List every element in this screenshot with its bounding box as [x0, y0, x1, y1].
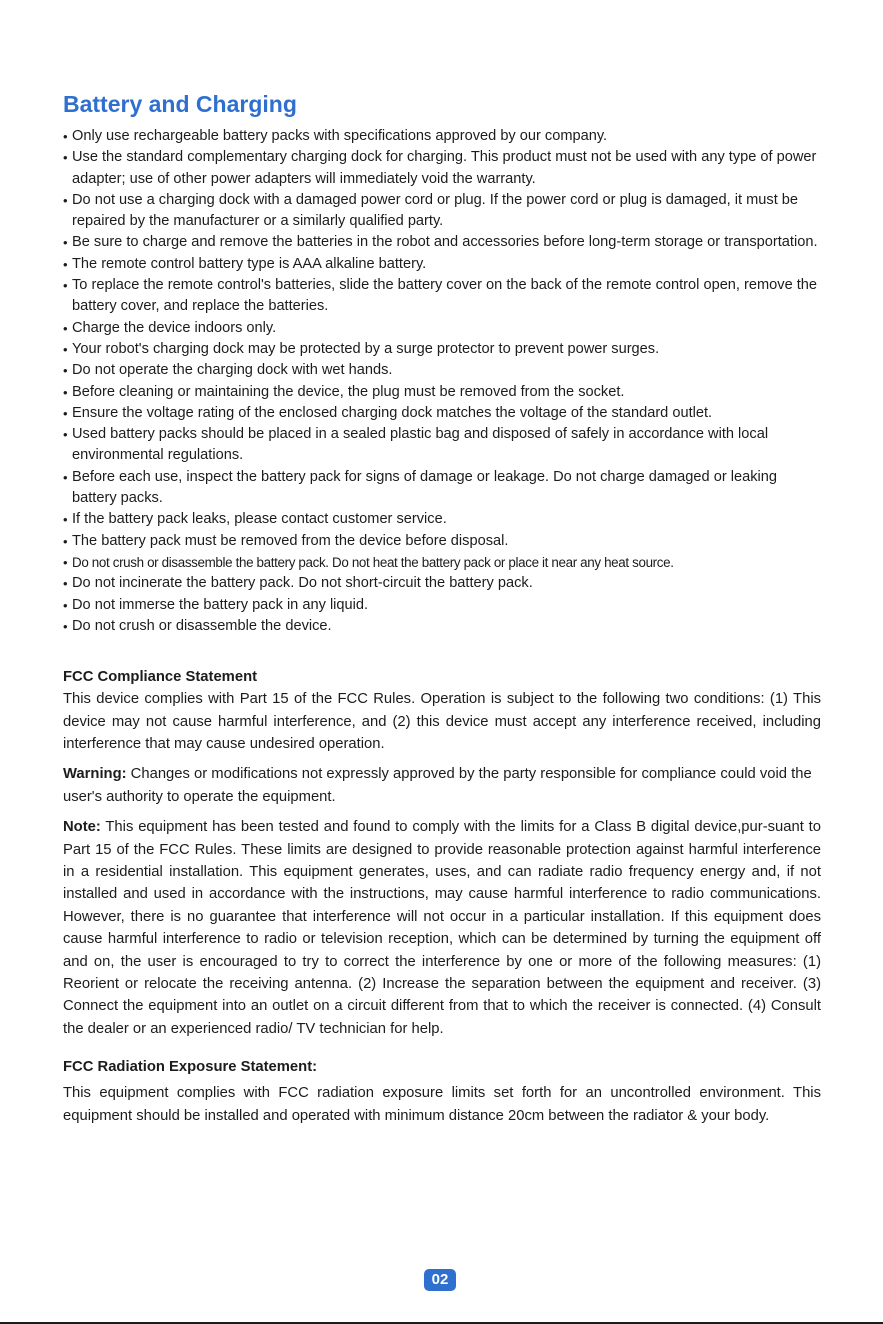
note-paragraph	[63, 816, 821, 1040]
bullet-item: • Used battery packs should be placed in a sealed plastic bag and disposed of safely in accordance with local environmental regulations.	[63, 424, 821, 467]
radiation-section	[63, 1056, 821, 1127]
radiation-body: This equipment complies with FCC radiation exposure limits set forth for an uncontrolled environment. This equipment should be installed and operated with minimum distance 20cm between the radiator & your body.	[63, 1085, 821, 1124]
bullet-item: • Do not use a charging dock with a damaged power cord or plug. If the power cord or plug is damaged, it must be repaired by the manufacturer or a similarly qualified party.	[63, 190, 821, 233]
battery-section-title: Battery and Charging	[63, 91, 297, 117]
bullet-item: • Do not operate the charging dock with wet hands.	[63, 360, 821, 381]
bullet-item: • Do not crush or disassemble the battery pack. Do not heat the battery pack or place it near any heat source.	[63, 552, 821, 573]
page-number-badge: 02	[424, 1269, 456, 1291]
bullet-item: • Be sure to charge and remove the batteries in the robot and accessories before long-term storage or transportation.	[63, 232, 821, 253]
fcc-compliance-body: This device complies with Part 15 of the FCC Rules. Operation is subject to the following two conditions: (1) This device may not cause harmful interference, and (2) this device must accept any interference received, including interference that may cause undesired operation.	[63, 691, 821, 752]
document-page	[63, 88, 821, 1127]
bullet-item: • Your robot's charging dock may be protected by a surge protector to prevent power surges.	[63, 339, 821, 360]
bullet-item: • Ensure the voltage rating of the enclosed charging dock matches the voltage of the standard outlet.	[63, 403, 821, 424]
bullet-item: • Do not crush or disassemble the device.	[63, 616, 821, 637]
bullet-item: • To replace the remote control's batteries, slide the battery cover on the back of the remote control open, remove the battery cover, and replace the batteries.	[63, 275, 821, 318]
fcc-compliance-section	[63, 666, 821, 755]
radiation-heading: FCC Radiation Exposure Statement:	[63, 1059, 318, 1076]
bullet-item: • If the battery pack leaks, please contact customer service.	[63, 509, 821, 530]
bullet-item: • Do not immerse the battery pack in any liquid.	[63, 595, 821, 616]
note-text: This equipment has been tested and found to comply with the limits for a Class B digital device,pur-suant to Part 15 of the FCC Rules. These limits are designed to provide reasonable protection against harmful interference in a residential installation. This equipment generates, uses, and can radiate radio frequency energy and, if not installed and used in accordance with the instructions, may cause harmful interference to radio communications. However, there is no guarantee that interference will not occur in a particular installation. If this equipment does cause harmful interference to radio or television reception, which can be determined by turning the equipment off and on, the user is encouraged to try to correct the interference by one or more of the following measures: (1) Reorient or relocate the receiving antenna. (2) Increase the separation between the equipment and receiver. (3) Connect the equipment into an outlet on a circuit different from that to which the receiver is connected. (4) Consult the dealer or an experienced radio/ TV technician for help.	[63, 819, 821, 1037]
bullet-item: • Before each use, inspect the battery pack for signs of damage or leakage. Do not charge damaged or leaking battery packs.	[63, 467, 821, 510]
bullet-item: • Charge the device indoors only.	[63, 318, 821, 339]
bullet-item: • The battery pack must be removed from the device before disposal.	[63, 531, 821, 552]
note-label: Note:	[63, 819, 101, 836]
warning-paragraph	[63, 763, 821, 808]
bullet-item: • The remote control battery type is AAA alkaline battery.	[63, 254, 821, 275]
bullet-item: • Use the standard complementary charging dock for charging. This product must not be used with any type of power adapter; use of other power adapters will immediately void the warranty.	[63, 147, 821, 190]
warning-label: Warning:	[63, 766, 127, 783]
bullet-item: • Before cleaning or maintaining the device, the plug must be removed from the socket.	[63, 382, 821, 403]
bullet-item: • Do not incinerate the battery pack. Do not short-circuit the battery pack.	[63, 573, 821, 594]
battery-bullet-list	[63, 126, 821, 637]
fcc-compliance-heading: FCC Compliance Statement	[63, 669, 258, 686]
bullet-item: • Only use rechargeable battery packs with specifications approved by our company.	[63, 126, 821, 147]
warning-text: Changes or modifications not expressly approved by the party responsible for compliance could void the user's authority to operate the equipment.	[63, 766, 812, 805]
